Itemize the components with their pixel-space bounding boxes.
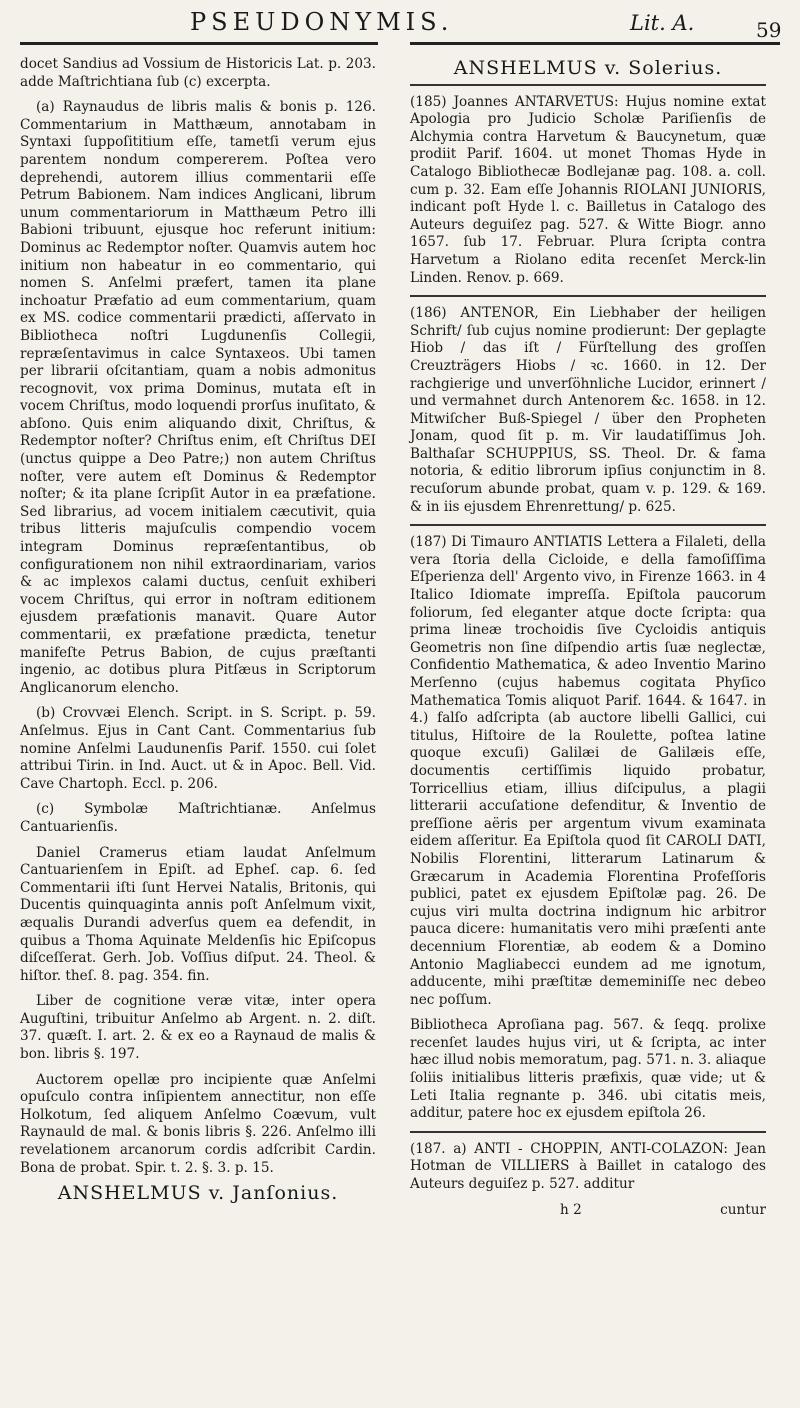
entry-186: (186) ANTENOR, Ein Liebhaber der heiligen Schrift/ ſub cujus nomine prodierunt: Der geplagte Hiob / das iſt / Fürſtellung des groſſen Creuzträgers Hiobs / ꝛc. 1660. in 12. Der rachgierige und unverſöhnliche Lucidor, erinnert / und vermahnet durch Antenorem &c. 1658. in 12. Mitwiſcher Buß-Spiegel / über den Propheten Jonam, quod ſit p. m. Vir laudatiſſimus Joh. Balthaſar SCHUPPIUS, SS. Theol. Dr. & fama notoria, & editio librorum ipſius conjunctim in 8. recuſorum abunde probat, quam v. p. 129. & 169. & in iis ejusdem Ehrenrettung/ p. 625. <box>410 305 766 515</box>
separator <box>410 1131 766 1133</box>
running-header <box>0 8 800 46</box>
entry-187-continued: Bibliotheca Aproſiana pag. 567. & ſeqq. prolixe recenſet laudes hujus viri, ut & ſcripta, ac inter hæc illud nobis memoratum, pag. 571. n. 3. aliaque ſoliis initialibus litteris præfixis, quæ vide; ut & Leti Italia regnante p. 346. ubi citatis meis, additur, patere hoc ex ejusdem epiſtola 26. <box>410 1017 766 1122</box>
footnote-c-body-2: Liber de cognitione veræ vitæ, inter opera Auguſtini, tribuitur Anſelmo ab Argent. n. 2. diſt. 37. quæſt. I. art. 2. & ex eo a Raynaud de malis & bon. libris §. 197. <box>20 993 376 1063</box>
page-number: 59 <box>756 18 782 42</box>
entry-185: (185) Joannes ANTARVETUS: Hujus nomine extat Apologia pro Judicio Scholæ Pariſienſis de Alchymia contra Harvetum & Baucynetum, quæ prodiit Parif. 1604. ut monet Thomas Hyde in Catalogo Bibliothecæ Bodlejanæ pag. 108. a. coll. cum p. 32. Eam eſſe Johannis RIOLANI JUNIORIS, indicant poſt Hyde l. c. Bailletus in Catalogo des Auteurs deguiſez pag. 527. & Witte Biogr. anno 1657. ſub 17. Februar. Plura ſcripta contra Harvetum a Riolano edita recenſet Merck-lin Linden. Renov. p. 669. <box>410 93 766 286</box>
section-heading-solerius: ANSHELMUS v. Solerius. <box>453 57 723 79</box>
section-heading-jansonius: ANSHELMUS v. Janſonius. <box>57 1182 339 1205</box>
page-footer <box>410 1202 766 1220</box>
footnote-c-body: Daniel Cramerus etiam laudat Anſelmum Cantuarienſem in Epiſt. ad Epheſ. cap. 6. ſed Commentarii iſti ſunt Hervei Natalis, Britonis, qui Ducentis quinquaginta annis poſt Anſelmum vixit, æqualis Durandi adverſus quem ea defendit, in quibus a Thoma Aquinate Meldenſis hic Epiſcopus diſceſſerat. Gerh. Job. Voſſius diſput. 24. Theol. & hiſtor. theſ. 8. pag. 354. fin. <box>20 844 376 984</box>
footnote-b: (b) Crovvæi Elench. Script. in S. Script. p. 59. Anſelmus. Ejus in Cant Cant. Commentarius ſub nomine Anſelmi Laudunenſis Parif. 1550. cui ſolet attribui Tirin. in Ind. Auct. ut & in Apoc. Bell. Vid. Cave Chartoph. Eccl. p. 206. <box>20 705 376 792</box>
running-section: Lit. A. <box>630 11 695 35</box>
footnote-c-head: (c) Symbolæ Maſtrichtianæ. Anſelmus Cantuarienſis. <box>20 801 376 835</box>
catchword: cuntur <box>720 1201 766 1218</box>
footnote-c-body-3: Auctorem opellæ pro incipiente quæ Anſelmi opuſculo contra inſipientem annectitur, non eſſe Holkotum, ſed aliquem Anſelmo Coævum, vult Raynauld de mal. & bonis libris §. 226. Anſelmo illi revelationem arcanorum cordis adſcribit Cardin. Bona de probat. Spir. t. 2. §. 3. p. 15. <box>20 1071 376 1176</box>
left-column <box>20 56 376 1209</box>
header-rule-left <box>20 42 378 45</box>
signature-mark: h 2 <box>560 1201 582 1218</box>
running-title: PSEUDONYMIS. <box>190 8 454 36</box>
footnote-a: (a) Raynaudus de libris malis & bonis p. 126. Commentarium in Matthæum, annotabam in Syntaxi ſuppoſititium eſſe, tametſi verum ejus parentem nondum compererem. Poſtea vero deprehendi, autorem illius commentarii eſſe Petrum Babionem. Nam indices Anglicani, librum unum commentariorum in Matthæum Petro illi Babioni tribuunt, ejusque hoc referunt initium: Dominus ac Redemptor noſter. Quamvis autem hoc initium non habeatur in eo commentario, qui nomen S. Anſelmi præfert, tamen ita plane inchoatur Præfatio ad eum commentarium, quam ex MS. codice commentarii prædicti, aſſervato in Bibliotheca noſtri Lugdunenſis Collegii, repræſentavimus in calce Syntaxeos. Ubi tamen per librarii oſcitantiam, quam a nobis admonitus recognovit, vox prima Dominus, mutata eſt in vocem Chriſtus, modo loquendi prorſus inuſitato, & abſono. Quis enim aliquando dixit, Chriſtus, & Redemptor noſter? Chriſtus enim, eſt Chriſtus DEI (unctus quippe a Deo Patre;) non autem Chriſtus noſter, vere autem eſt Dominus & Redemptor noſter; & ita plane ſcripſit Autor in ea præfatione. Sed librarius, ad vocem initialem cæcutivit, quia tribus litteris majuſculis compendio vocem integram Dominus repræſentantibus, ob configurationem non nihil extraordinariam, varios & ac implexos calami ductus, cenſuit exhiberi vocem Chriſtus, qui error in noſtram editionem ejusdem præfationis manavit. Quare Autor commentarii, ex præfatione prædicta, tenetur manifeſte Petrus Babion, de cujus præſtanti ingenio, ac dotibus plura Pitſæus in Scriptorum Anglicanorum elencho. <box>20 99 376 696</box>
entry-187a: (187. a) ANTI - CHOPPIN, ANTI-COLAZON: Jean Hotman de VILLIERS à Baillet in catalogo des Auteurs deguiſez p. 527. additur <box>410 1140 766 1193</box>
separator <box>410 295 766 297</box>
right-column <box>410 56 766 1220</box>
entry-187: (187) Di Timauro ANTIATIS Lettera a Filaleti, della vera ſtoria della Cicloide, e della famoſiſſima Eſperienza dell' Argento vivo, in Firenze 1663. in 4 Italico Idiomate impreſſa. Epiſtola paucorum foliorum, ſed eleganter atque docte ſcripta: qua prima lineæ trochoidis ſive Cycloidis antiquis Geometris non ſine diſpendio artis ſuæ neglectæ, Confidentio Mathematica, & adeo Inventio Marino Merſenno (cujus habemus cogitata Phyſico Mathematica Tomis aliquot Parif. 1644. & 1647. in 4.) falſo adſcripta (ab auctore libelli Gallici, cui titulus, Hiſtoire de la Roulette, poſtea latine quoque excuſi) Galilæi de Galilæis eſſe, documentis certiſſimis liquido probatur, Torricellius etiam, illius diſcipulus, a plagii litterarii accuſatione defenditur, & Inventio de preſſione aëris per argentum vivum examinata eidem aſſeritur. Ea Epiſtola quod ſit CAROLI DATI, Nobilis Florentini, litterarum Latinarum & Græcarum in Academia Florentina Profeſſoris publici, patet ex ejusdem Epiſtolæ pag. 26. De cujus viri multa doctrina indignum hic arbitror pauca dicere: humanitatis vero mihi præſenti ante decennium Florentiæ, ab eodem & a Domino Antonio Magliabecci eundem ad me ignotum, adducente, mihi præſtitæ dememiniſſe nec debeo nec poſſum. <box>410 534 766 1008</box>
header-rule-right <box>410 42 780 45</box>
intro-text: docet Sandius ad Vossium de Historicis Lat. p. 203. adde Maſtrichtiana ſub (c) excerpta. <box>20 56 376 90</box>
separator <box>410 524 766 526</box>
separator <box>410 84 766 86</box>
